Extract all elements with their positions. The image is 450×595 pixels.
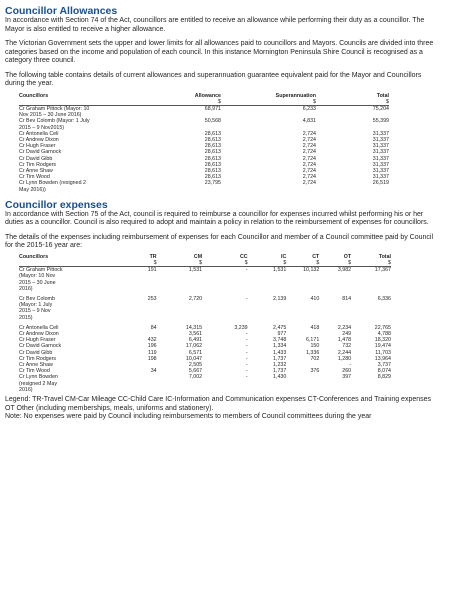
value-cell: 3,737 (377, 362, 391, 368)
value-cell: 397 (342, 374, 352, 381)
value-cell: 1,531 (188, 267, 203, 274)
value-cell: 22,765 (374, 324, 391, 331)
allowances-paragraph-1: In accordance with Section 74 of the Act, councillors are entitled to receive an allowance while performing their duty as a councillor. The Mayor is also entitled to receive a higher allowance. (5, 17, 425, 33)
column-header: Superannuation (275, 92, 316, 99)
value-cell: 2,724 (302, 143, 316, 150)
expenses-table-units (19, 260, 391, 267)
allowances-paragraph-2: The Victorian Government sets the upper and lower limits for all allowances paid to councillors and Mayors. Councils are divided into three categories based on the income and population of each council. In this instance Mornington Peninsula Shire Council is recognised as a category three council. (5, 40, 434, 64)
expenses-legend: Legend: TR-Travel CM-Car Mileage CC-Child Care IC-Information and Communication expenses CT-Conferences and Training expenses OT Other (including memberships, meals, uniforms and stationery). (5, 396, 432, 412)
expenses-note: Note: No expenses were paid by Council including reimbursements to members of Council committees during the year (5, 413, 372, 421)
unit-cell: $ (319, 260, 351, 267)
value-cell: 977 (277, 330, 287, 337)
value-cell: 55,399 (372, 118, 389, 125)
value-cell: 28,613 (204, 155, 221, 162)
value-cell: 28,613 (204, 143, 221, 150)
unit-cell: $ (151, 99, 221, 106)
value-cell: 6,491 (188, 337, 203, 344)
allowances-table-units (19, 99, 389, 106)
value-cell: 5,667 (188, 368, 203, 375)
unit-cell: $ (286, 260, 319, 267)
value-cell: 702 (310, 355, 320, 362)
value-cell: 2,475 (273, 324, 287, 331)
value-cell: 3,982 (337, 267, 352, 274)
value-cell: 31,337 (372, 143, 389, 150)
value-cell: 196 (147, 343, 157, 350)
value-cell: 50,568 (204, 118, 221, 125)
row-label-cell: Cr Tim Rodgers (19, 161, 57, 168)
value-cell: 28,613 (204, 130, 221, 137)
value-cell: 432 (147, 337, 157, 344)
value-cell: - (245, 374, 248, 381)
value-cell: 10,047 (185, 355, 203, 362)
value-cell: 2,244 (337, 349, 352, 356)
value-cell: 814 (342, 295, 352, 302)
value-cell: 1,334 (273, 343, 287, 350)
value-cell: 4,788 (377, 330, 391, 337)
value-cell: 1,737 (273, 355, 287, 362)
unit-cell: $ (127, 260, 157, 267)
value-cell: 19,474 (374, 343, 391, 350)
allowances-paragraph-3: The following table contains details of current allowances and superannuation guarantee equivalent paid for the Mayor and Councillors during the year. (5, 71, 422, 87)
row-label-cell: Cr Andrew Dixon (19, 136, 59, 143)
value-cell: 1,430 (273, 374, 287, 381)
row-label-cell: 2016) (19, 285, 33, 292)
row-label-cell: Cr Tim Wood (19, 174, 50, 181)
unit-cell: $ (157, 260, 203, 267)
value-cell: 4,831 (302, 118, 316, 125)
row-label-cell: Cr Anne Shaw (19, 167, 53, 174)
row-label-cell: Cr David Gibb (19, 349, 53, 356)
expenses-table-body (19, 267, 391, 393)
value-cell: 2,505 (188, 362, 203, 368)
table-row (19, 267, 391, 274)
row-label-cell: (resigned 2 May (19, 380, 57, 387)
column-header: Total (378, 253, 391, 260)
value-cell: - (245, 267, 248, 274)
value-cell: 31,337 (372, 174, 389, 181)
value-cell: 1,433 (273, 349, 287, 356)
row-label-cell: Cr Graham Pittock (Mayor: 10 (19, 105, 90, 112)
row-label-cell: Cr Lynn Bowden (19, 374, 58, 381)
value-cell: 13,964 (374, 355, 391, 362)
value-cell: 2,720 (188, 295, 203, 302)
value-cell: 6,336 (377, 295, 391, 302)
value-cell: 28,613 (204, 161, 221, 168)
value-cell: 260 (342, 368, 352, 375)
value-cell: 1,478 (337, 337, 352, 344)
value-cell: 31,337 (372, 167, 389, 174)
value-cell: 1,280 (337, 355, 352, 362)
value-cell: 3,748 (273, 337, 287, 344)
value-cell: 28,613 (204, 136, 221, 143)
value-cell: 31,337 (372, 149, 389, 156)
column-header: CT (312, 253, 320, 260)
value-cell: 10,132 (303, 267, 320, 274)
row-label-cell: 2015 – 9 Nov (19, 308, 51, 315)
value-cell: - (245, 362, 248, 368)
value-cell: 2,724 (302, 130, 316, 137)
value-cell: 11,703 (375, 349, 391, 356)
row-label-cell: 2015 – 9 Nov2015) (19, 124, 65, 131)
row-label-cell: Cr Bev Colomb (Mayor: 1 July (19, 118, 90, 125)
value-cell: 249 (342, 330, 352, 337)
value-cell: 6,233 (302, 105, 316, 112)
value-cell: - (245, 295, 248, 302)
value-cell: 150 (310, 343, 320, 350)
unit-cell (19, 99, 151, 106)
value-cell: 198 (147, 355, 157, 362)
row-label-cell: Cr Tim Wood (19, 368, 50, 375)
value-cell: 2,139 (273, 295, 287, 302)
row-label-cell: Cr Hugh Fraser (19, 337, 56, 344)
row-label-cell: Cr David Garnock (19, 149, 62, 156)
expenses-paragraph-1: In accordance with Section 75 of the Act, council is required to reimburse a councillor for expenses incurred whilst performing his or her duties as a councillor. Council is also required to adopt and maintain a policy in relation to the reimbursement of expenses for councillors. (5, 210, 429, 227)
value-cell: - (245, 343, 248, 350)
row-label-cell: Cr Anne Shaw (19, 362, 53, 368)
unit-cell: $ (221, 99, 316, 106)
value-cell: 2,724 (302, 167, 316, 174)
value-cell: - (245, 330, 248, 337)
column-header: IC (280, 253, 287, 260)
row-label-cell: Cr Lynn Bowden (resigned 2 (19, 180, 86, 187)
row-label-cell: Nov 2015 – 30 June 2016) (19, 112, 82, 119)
value-cell: 3,239 (234, 324, 248, 331)
column-header: Allowance (194, 92, 221, 99)
value-cell: 1,336 (306, 349, 320, 356)
value-cell: 2,724 (302, 174, 316, 181)
unit-cell: $ (248, 260, 287, 267)
value-cell: 28,613 (204, 174, 221, 181)
value-cell: 23,795 (204, 180, 221, 187)
value-cell: 26,519 (372, 180, 389, 187)
value-cell: 1,737 (273, 368, 287, 375)
unit-cell: $ (316, 99, 389, 106)
row-label-cell: Cr Antonella Celi (19, 130, 59, 137)
unit-cell (19, 260, 127, 267)
value-cell: 84 (150, 324, 157, 331)
value-cell: 253 (147, 295, 157, 302)
value-cell: 2,724 (302, 180, 316, 187)
allowances-table-body (19, 105, 389, 192)
value-cell: 1,531 (273, 267, 287, 274)
row-label-cell: 2016) (19, 386, 33, 393)
value-cell: 3,561 (188, 330, 203, 337)
column-header: CC (239, 253, 248, 260)
value-cell: 376 (310, 368, 320, 375)
value-cell: 17,062 (185, 343, 203, 350)
row-label-cell: Cr Graham Pittock (19, 267, 63, 274)
value-cell: 31,337 (372, 161, 389, 168)
unit-cell: $ (351, 260, 391, 267)
value-cell: - (245, 337, 248, 344)
value-cell: 6,571 (188, 349, 203, 356)
row-label-cell: May 2016)) (19, 186, 46, 193)
value-cell: 75,204 (372, 105, 389, 112)
value-cell: 2,724 (302, 149, 316, 156)
value-cell: 31,337 (372, 155, 389, 162)
value-cell: 191 (147, 267, 157, 274)
value-cell: - (245, 355, 248, 362)
table-row (19, 105, 389, 112)
row-label-cell: (Mayor: 10 Nov (19, 273, 56, 280)
value-cell: - (245, 349, 248, 356)
value-cell: 31,337 (372, 130, 389, 137)
row-label-cell: 2015) (19, 314, 33, 321)
column-header: Councillors (19, 253, 49, 260)
row-label-cell: Cr Hugh Fraser (19, 143, 56, 150)
row-label-cell: Cr Bev Colomb (19, 295, 55, 302)
column-header: OT (343, 253, 352, 260)
allowances-table (19, 93, 389, 193)
value-cell: 7,002 (188, 374, 203, 381)
unit-cell: $ (202, 260, 248, 267)
value-cell: 14,315 (185, 324, 203, 331)
row-label-cell: Cr Tim Rodgers (19, 355, 57, 362)
value-cell: 2,724 (302, 155, 316, 162)
value-cell: 68,971 (204, 105, 221, 112)
row-label-cell: 2015 – 30 June (19, 279, 56, 286)
value-cell: 1,232 (273, 362, 287, 368)
value-cell: 18,320 (374, 337, 391, 344)
value-cell: 2,724 (302, 136, 316, 143)
value-cell: 418 (310, 324, 320, 331)
value-cell: - (245, 368, 248, 375)
document-page (5, 5, 441, 422)
column-header: CM (193, 253, 203, 260)
value-cell: 732 (342, 343, 352, 350)
value-cell: 34 (150, 368, 157, 375)
value-cell: 2,724 (302, 161, 316, 168)
value-cell: 410 (310, 295, 320, 302)
column-header: Councillors (19, 92, 49, 99)
value-cell: 2,234 (337, 324, 352, 331)
row-label-cell: Cr David Garnock (19, 343, 62, 350)
allowances-heading: Councillor Allowances (5, 5, 118, 17)
value-cell: 6,171 (306, 337, 320, 344)
value-cell: 8,829 (377, 374, 391, 381)
value-cell: 8,074 (377, 368, 391, 375)
value-cell: 119 (148, 349, 157, 356)
expenses-heading: Councillor expenses (5, 198, 108, 211)
value-cell: 28,613 (204, 149, 221, 156)
column-header: TR (149, 253, 157, 260)
expenses-table (19, 254, 391, 393)
row-label-cell: Cr David Gibb (19, 155, 53, 162)
column-header: Total (376, 92, 389, 99)
row-label-cell: Cr Antonella Celi (19, 324, 59, 331)
value-cell: 17,367 (374, 267, 391, 274)
row-label-cell: Cr Andrew Dixon (19, 330, 59, 337)
expenses-paragraph-2: The details of the expenses including reimbursement of expenses for each Councillor and member of a Council committee paid by Council for the 2015-16 year are: (5, 233, 434, 250)
value-cell: 28,613 (204, 167, 221, 174)
row-label-cell: (Mayor: 1 July (19, 302, 53, 309)
value-cell: 31,337 (372, 136, 389, 143)
value-cell: - (349, 362, 352, 368)
